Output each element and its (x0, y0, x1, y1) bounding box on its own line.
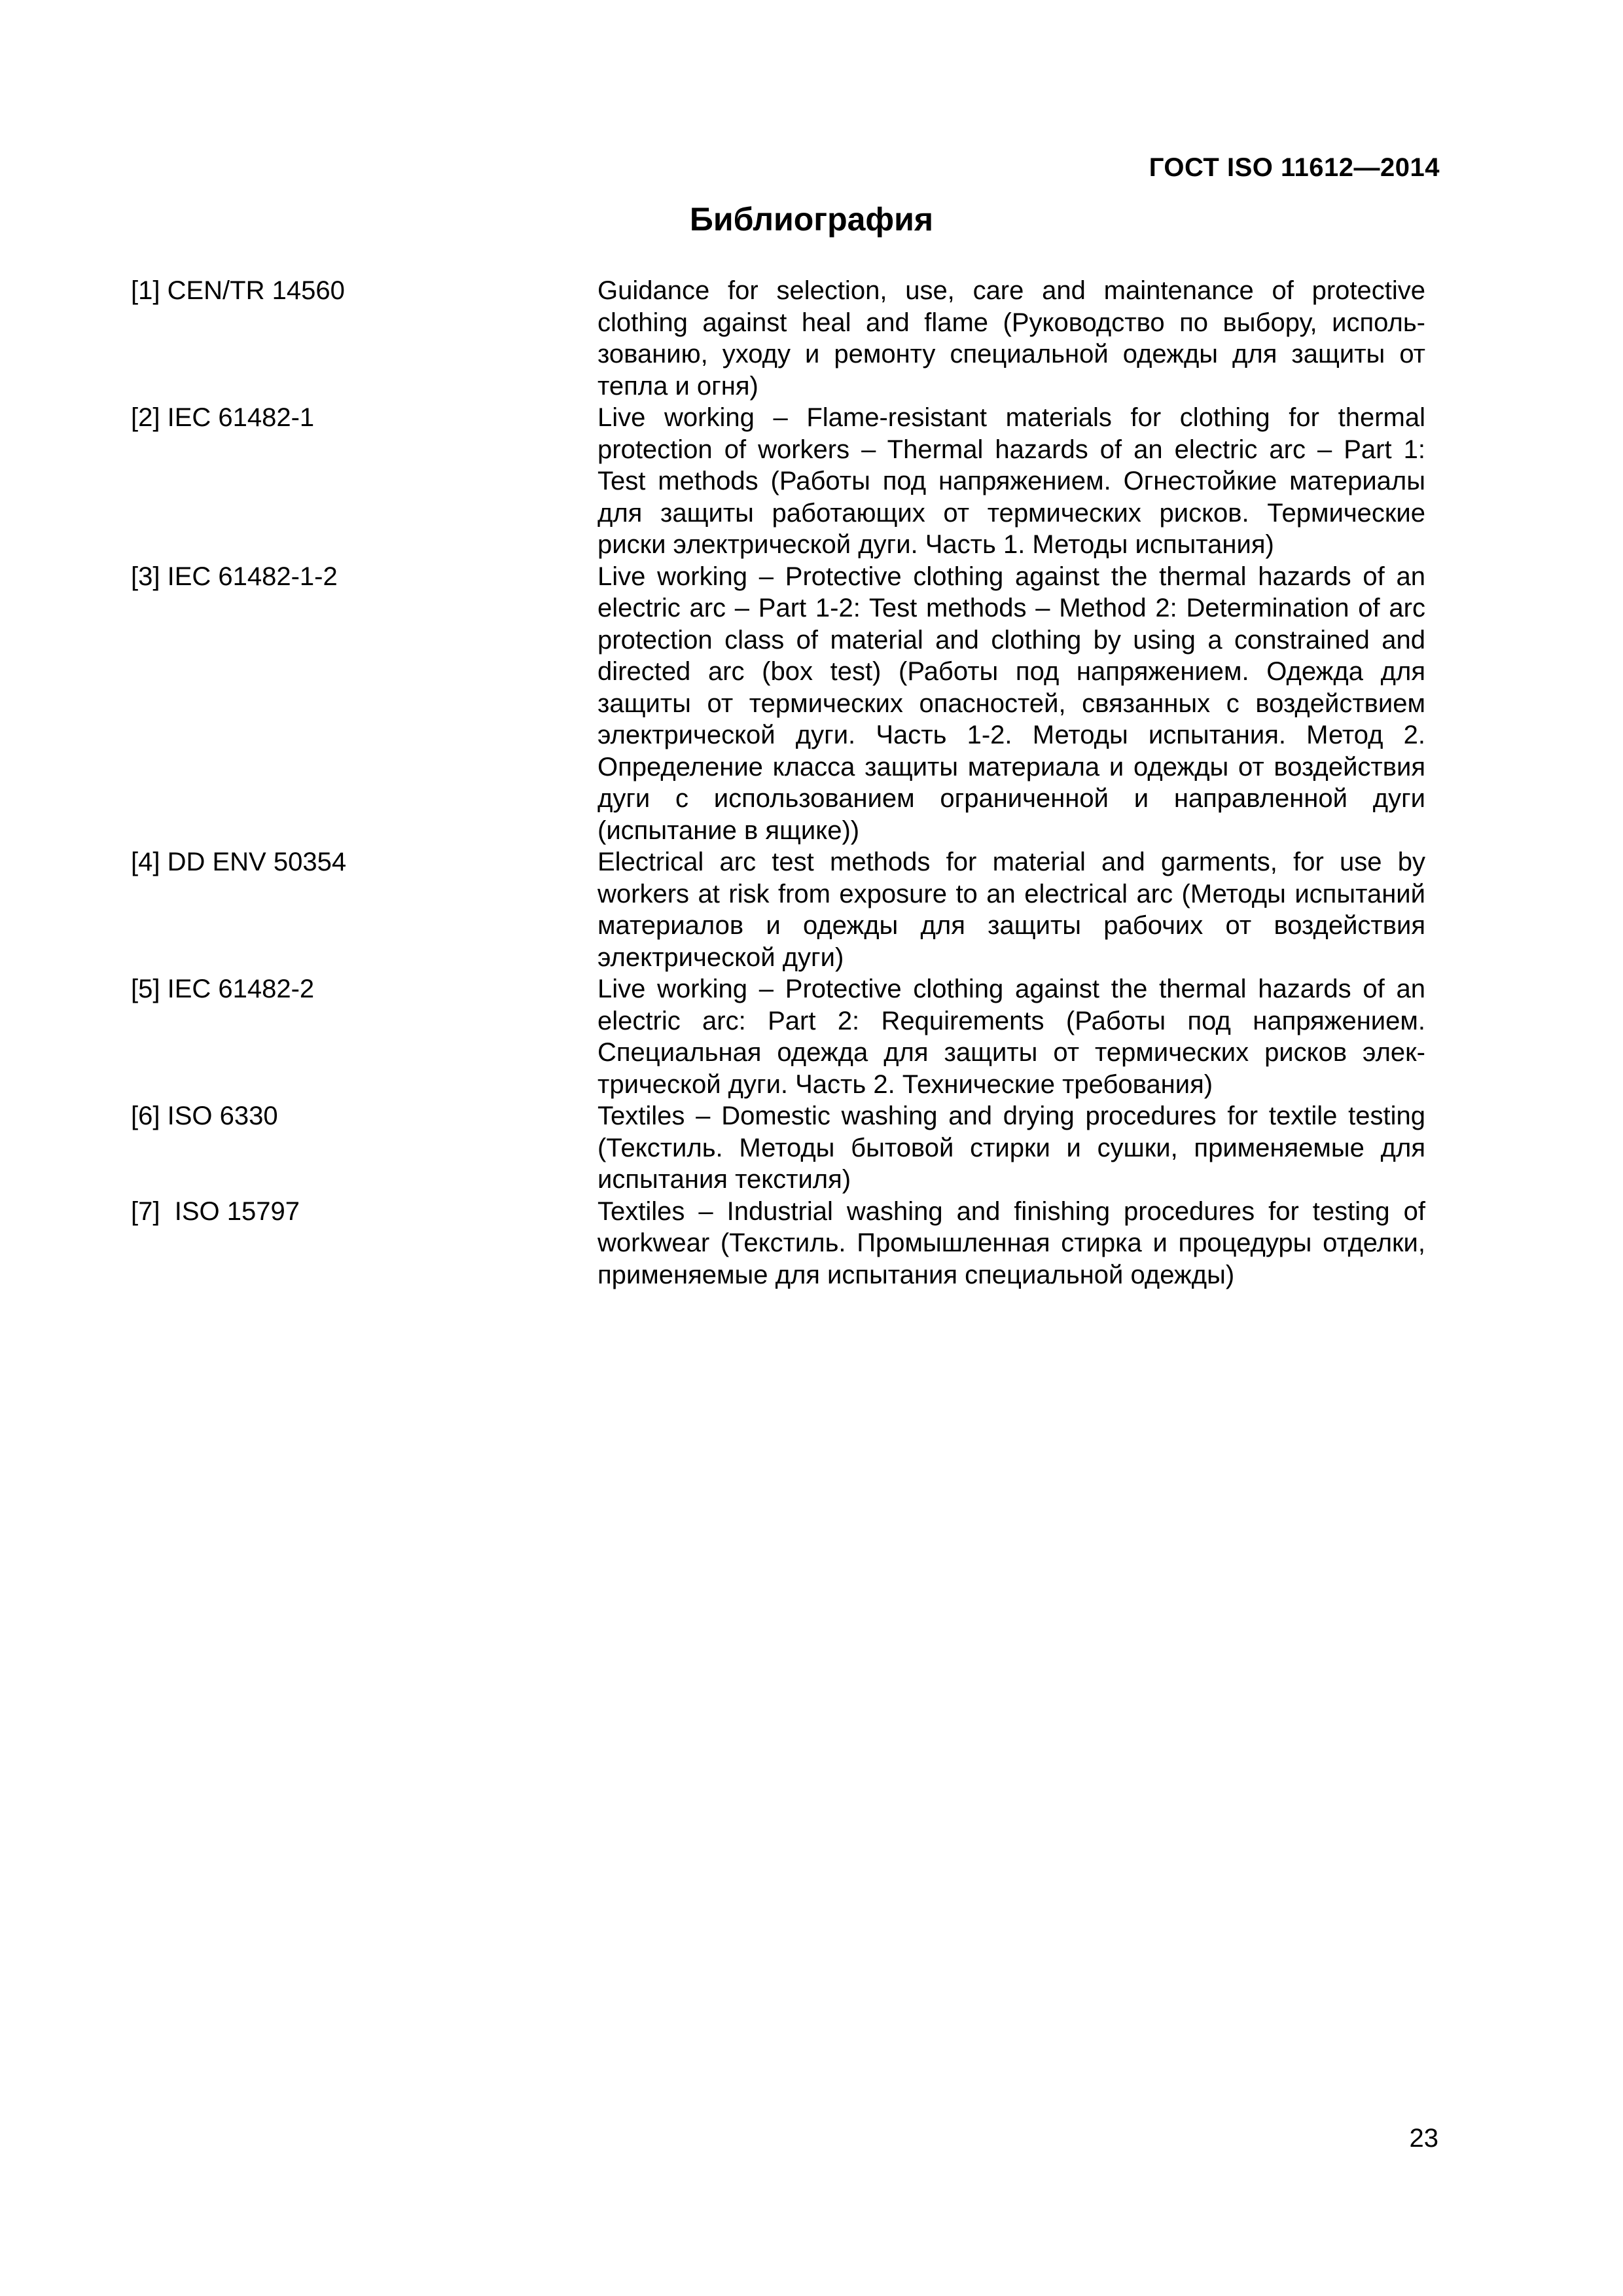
bibliography-entry (131, 402, 1433, 561)
bibliography-entry (131, 973, 1433, 1100)
entry-description: Guidance for selection, use, care and maintenance of protective clothing against heal and flame (Руководство по выбору, использованию, уходу и ремонту специальной одежды для защиты от тепла и огня) (597, 276, 1425, 401)
entry-reference: [3] IEC 61482-1-2 (131, 562, 338, 591)
entry-description: Live working – Protective clothing against the thermal hazards of an electric arc – Part 1-2: Test methods – Method 2: Determination of arc protection class of material and clothing by using a constrained and directed arc (box test) (Работы под напряжением. Одежда для защиты от термических опасностей, связанных с воздействием электрической дуги. Часть 1-2. Методы испытания. Метод 2. Определение класса защиты материала и одежды от воздействия дуги с использованием ограниченной и направленной дуги (испытание в ящике)) (597, 562, 1425, 845)
page-number: 23 (1409, 2124, 1438, 2153)
bibliography-list (131, 275, 1433, 1291)
entry-description: Live working – Protective clothing against the thermal hazards of an electric arc: Part 2: Requirements (Работы под напряжением. Специальная одежда для защиты от термических рисков электрической дуги. Часть 2. Технические требования) (597, 975, 1425, 1099)
bibliography-entry (131, 846, 1433, 973)
bibliography-entry (131, 275, 1433, 402)
entry-reference: [7] ISO 15797 (131, 1196, 300, 1226)
entry-reference: [5] IEC 61482-2 (131, 975, 315, 1003)
page-title: Библиография (689, 201, 934, 238)
entry-description: Live working – Flame-resistant materials for clothing for thermal protection of workers – Thermal hazards of an electric arc – Part 1: Test methods (Работы под напряжением. Огнестойкие материалы для защиты работающих от термических рисков. Термические риски электрической дуги. Часть 1. Методы испытания) (597, 403, 1425, 559)
bibliography-entry (131, 1100, 1433, 1196)
entry-reference: [1] CEN/TR 14560 (131, 276, 345, 305)
document-code: ГОСТ ISO 11612—2014 (1149, 153, 1440, 182)
entry-description: Textiles – Domestic washing and drying procedures for textile testing (Текстиль. Методы бытовой стирки и сушки, применяемые для испытания текстиля) (597, 1102, 1425, 1194)
entry-reference: [2] IEC 61482-1 (131, 403, 315, 432)
entry-description: Electrical arc test methods for material and garments, for use by workers at risk from exposure to an electrical arc (Методы испытаний материалов и одежды для защиты рабочих от воздействия электрической дуги) (597, 848, 1425, 972)
bibliography-entry (131, 1196, 1433, 1291)
entry-description: Textiles – Industrial washing and finishing procedures for testing of workwear (Текстиль. Промышленная стирка и процедуры отделки, применяемые для испытания специальной одежды) (597, 1196, 1425, 1289)
entry-reference: [6] ISO 6330 (131, 1102, 278, 1130)
bibliography-entry (131, 561, 1433, 847)
entry-reference: [4] DD ENV 50354 (131, 848, 347, 876)
